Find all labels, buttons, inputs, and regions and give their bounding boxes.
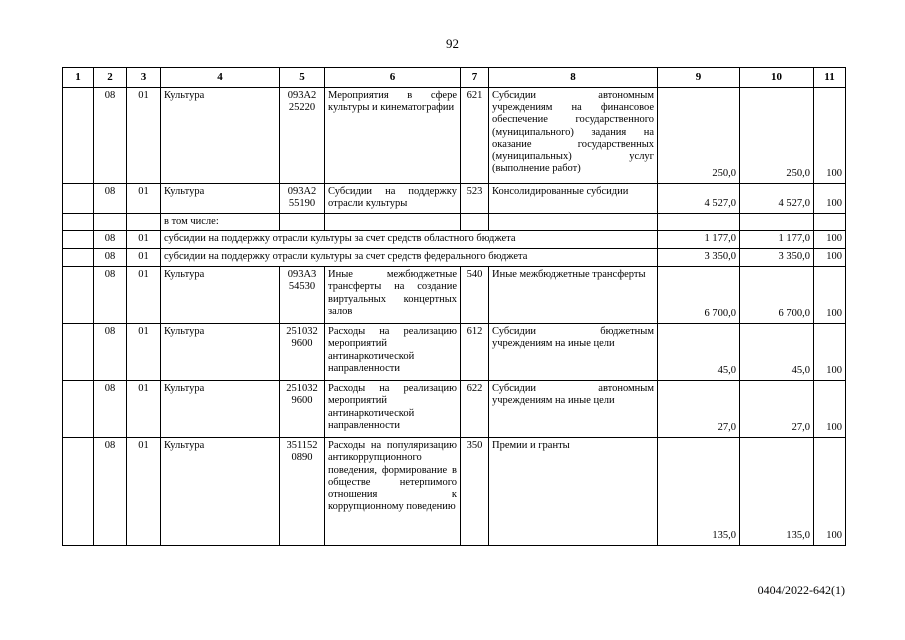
- target-article-code: 251032 9600: [280, 381, 325, 438]
- section-name: Культура: [161, 184, 280, 214]
- cell-empty: [325, 214, 461, 231]
- cell-empty: [63, 381, 94, 438]
- execution-percent: 100: [814, 324, 846, 381]
- subsection-code: 01: [127, 184, 161, 214]
- cell-empty: [63, 184, 94, 214]
- section-code: 08: [94, 231, 127, 249]
- note-text: в том числе:: [161, 214, 280, 231]
- table-row: [63, 381, 846, 438]
- expense-type-name: Иные межбюджетные трансферты: [489, 267, 658, 324]
- subsection-code: 01: [127, 231, 161, 249]
- actual-amount: 135,0: [740, 438, 814, 546]
- execution-percent: 100: [814, 184, 846, 214]
- header-row: [63, 68, 846, 88]
- target-article-code: 351152 0890: [280, 438, 325, 546]
- header-col-4: 4: [161, 68, 280, 88]
- section-code: 08: [94, 249, 127, 267]
- actual-amount: 27,0: [740, 381, 814, 438]
- section-code: 08: [94, 267, 127, 324]
- cell-empty: [63, 214, 94, 231]
- planned-amount: 45,0: [658, 324, 740, 381]
- cell-empty: [489, 214, 658, 231]
- header-col-11: 11: [814, 68, 846, 88]
- cell-empty: [814, 214, 846, 231]
- cell-empty: [63, 267, 94, 324]
- planned-amount: 4 527,0: [658, 184, 740, 214]
- expense-type-code: 540: [461, 267, 489, 324]
- actual-amount: 45,0: [740, 324, 814, 381]
- planned-amount: 27,0: [658, 381, 740, 438]
- header-col-2: 2: [94, 68, 127, 88]
- header-col-10: 10: [740, 68, 814, 88]
- actual-amount: 1 177,0: [740, 231, 814, 249]
- table-row: [63, 267, 846, 324]
- table-row: [63, 249, 846, 267]
- target-article-name: Расходы на популяризацию антикоррупционного поведения, формирование в обществе нетерпимого отношения к коррупционному поведению: [325, 438, 461, 546]
- target-article-name: Расходы на реализацию мероприятий антинаркотической направленности: [325, 324, 461, 381]
- section-name: Культура: [161, 88, 280, 184]
- expense-type-code: 523: [461, 184, 489, 214]
- header-col-3: 3: [127, 68, 161, 88]
- header-col-5: 5: [280, 68, 325, 88]
- execution-percent: 100: [814, 438, 846, 546]
- execution-percent: 100: [814, 267, 846, 324]
- target-article-name: Иные межбюджетные трансферты на создание виртуальных концертных залов: [325, 267, 461, 324]
- section-code: 08: [94, 324, 127, 381]
- section-code: 08: [94, 184, 127, 214]
- cell-empty: [63, 88, 94, 184]
- execution-percent: 100: [814, 381, 846, 438]
- expense-type-code: 621: [461, 88, 489, 184]
- cell-empty: [94, 214, 127, 231]
- subsection-code: 01: [127, 381, 161, 438]
- section-name: Культура: [161, 324, 280, 381]
- execution-percent: 100: [814, 88, 846, 184]
- cell-empty: [63, 231, 94, 249]
- budget-table: [62, 67, 846, 546]
- table-row: [63, 231, 846, 249]
- cell-empty: [63, 438, 94, 546]
- section-name: Культура: [161, 267, 280, 324]
- cell-empty: [658, 214, 740, 231]
- execution-percent: 100: [814, 231, 846, 249]
- planned-amount: 135,0: [658, 438, 740, 546]
- cell-empty: [461, 214, 489, 231]
- planned-amount: 6 700,0: [658, 267, 740, 324]
- subsidy-source-text: субсидии на поддержку отрасли культуры за счет средств областного бюджета: [161, 231, 658, 249]
- cell-empty: [63, 249, 94, 267]
- section-code: 08: [94, 438, 127, 546]
- target-article-name: Расходы на реализацию мероприятий антинаркотической направленности: [325, 381, 461, 438]
- table-row: [63, 324, 846, 381]
- expense-type-name: Субсидии бюджетным учреждениям на иные цели: [489, 324, 658, 381]
- actual-amount: 4 527,0: [740, 184, 814, 214]
- table-row: [63, 88, 846, 184]
- expense-type-code: 622: [461, 381, 489, 438]
- target-article-code: 093А2 55190: [280, 184, 325, 214]
- section-code: 08: [94, 381, 127, 438]
- section-name: Культура: [161, 381, 280, 438]
- header-col-9: 9: [658, 68, 740, 88]
- execution-percent: 100: [814, 249, 846, 267]
- document-code: 0404/2022-642(1): [757, 583, 845, 597]
- header-col-7: 7: [461, 68, 489, 88]
- section-code: 08: [94, 88, 127, 184]
- cell-empty: [63, 324, 94, 381]
- expense-type-code: 350: [461, 438, 489, 546]
- expense-type-name: Субсидии автономным учреждениям на финансовое обеспечение государственного (муниципального) задания на оказание государственных (муниципальных) услуг (выполнение работ): [489, 88, 658, 184]
- planned-amount: 250,0: [658, 88, 740, 184]
- table-row: [63, 214, 846, 231]
- target-article-code: 093А3 54530: [280, 267, 325, 324]
- subsection-code: 01: [127, 249, 161, 267]
- subsidy-source-text: субсидии на поддержку отрасли культуры за счет средств федерального бюджета: [161, 249, 658, 267]
- expense-type-code: 612: [461, 324, 489, 381]
- subsection-code: 01: [127, 438, 161, 546]
- page-number: 92: [446, 36, 459, 51]
- header-col-6: 6: [325, 68, 461, 88]
- target-article-name: Субсидии на поддержку отрасли культуры: [325, 184, 461, 214]
- cell-empty: [740, 214, 814, 231]
- expense-type-name: Премии и гранты: [489, 438, 658, 546]
- header-col-1: 1: [63, 68, 94, 88]
- subsection-code: 01: [127, 267, 161, 324]
- header-col-8: 8: [489, 68, 658, 88]
- cell-empty: [127, 214, 161, 231]
- subsection-code: 01: [127, 324, 161, 381]
- table-row: [63, 438, 846, 546]
- planned-amount: 1 177,0: [658, 231, 740, 249]
- target-article-name: Мероприятия в сфере культуры и кинематографии: [325, 88, 461, 184]
- section-name: Культура: [161, 438, 280, 546]
- planned-amount: 3 350,0: [658, 249, 740, 267]
- expense-type-name: Консолидированные субсидии: [489, 184, 658, 214]
- expense-type-name: Субсидии автономным учреждениям на иные цели: [489, 381, 658, 438]
- cell-empty: [280, 214, 325, 231]
- table-row: [63, 184, 846, 214]
- target-article-code: 251032 9600: [280, 324, 325, 381]
- subsection-code: 01: [127, 88, 161, 184]
- target-article-code: 093А2 25220: [280, 88, 325, 184]
- actual-amount: 250,0: [740, 88, 814, 184]
- actual-amount: 6 700,0: [740, 267, 814, 324]
- actual-amount: 3 350,0: [740, 249, 814, 267]
